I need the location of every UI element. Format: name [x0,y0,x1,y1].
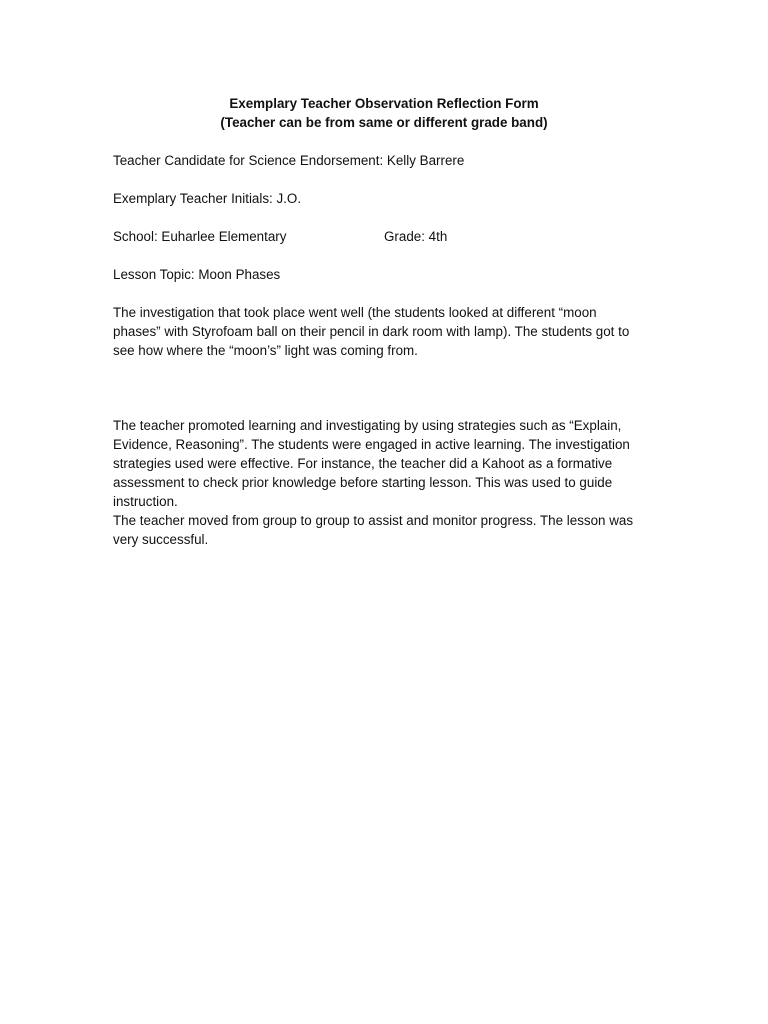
paragraph-line: strategies used were effective. For instance, the teacher did a Kahoot as a formative [113,456,613,471]
paragraph-line: The teacher moved from group to group to assist and monitor progress. The lesson was [113,513,634,528]
lesson-topic-field: Lesson Topic: Moon Phases [113,267,281,282]
form-title [0,94,768,132]
form-title-line-1: Exemplary Teacher Observation Reflection Form [229,96,539,111]
grade-field: Grade: 4th [384,229,448,244]
paragraph-line: see how where the “moon’s” light was coming from. [113,343,418,358]
paragraph-line: phases” with Styrofoam ball on their pencil in dark room with lamp). The students got to [113,324,630,339]
paragraph-line: very successful. [113,532,209,547]
form-title-line-2: (Teacher can be from same or different grade band) [220,115,548,130]
paragraph-line: The teacher promoted learning and investigating by using strategies such as “Explain, [113,418,622,433]
paragraph-line: assessment to check prior knowledge before starting lesson. This was used to guide [113,475,613,490]
teacher-initials-field: Exemplary Teacher Initials: J.O. [113,191,302,206]
school-field: School: Euharlee Elementary [113,229,287,244]
monitoring-paragraph [113,511,658,549]
investigation-paragraph [113,303,658,360]
paragraph-line: The investigation that took place went well (the students looked at different “moon [113,305,597,320]
teacher-candidate-field: Teacher Candidate for Science Endorsement: Kelly Barrere [113,153,465,168]
strategies-paragraph [113,416,658,511]
paragraph-line: Evidence, Reasoning”. The students were engaged in active learning. The investigation [113,437,630,452]
paragraph-line: instruction. [113,494,178,509]
